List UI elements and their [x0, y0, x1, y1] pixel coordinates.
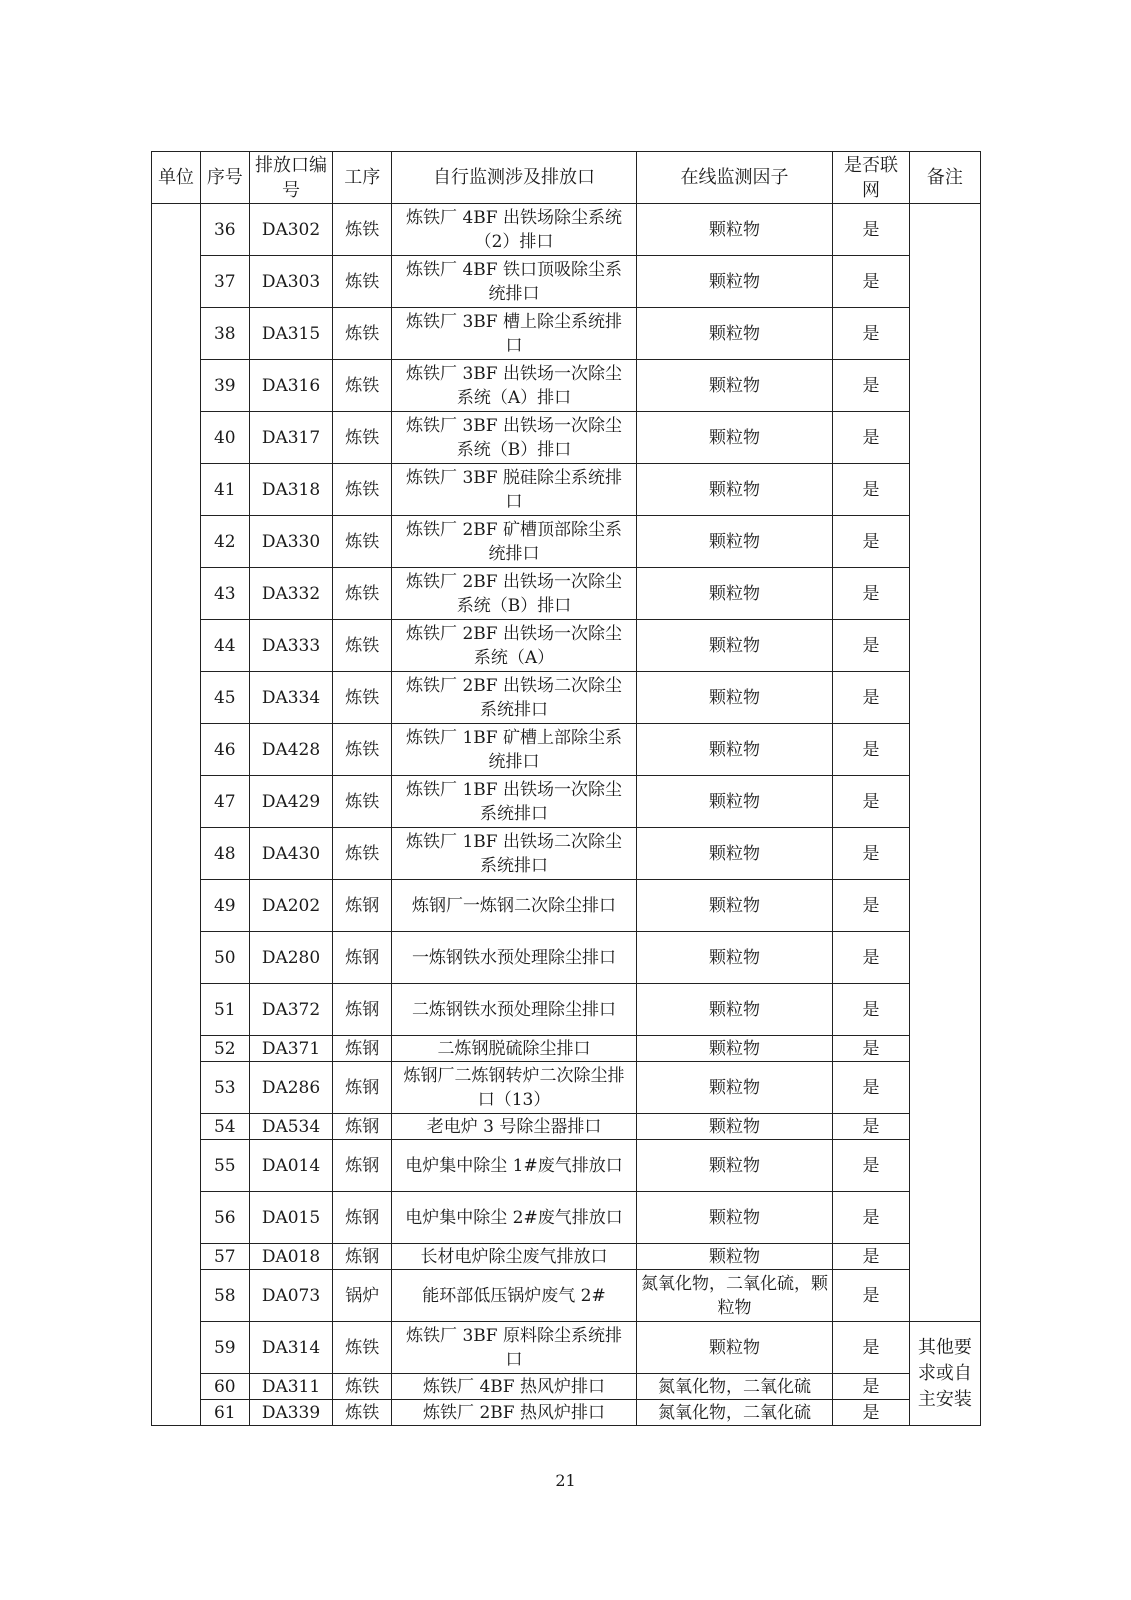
cell-networked: 是 [833, 1244, 909, 1270]
cell-factor: 颗粒物 [636, 776, 833, 828]
cell-seq: 55 [200, 1140, 249, 1192]
cell-outlet: 能环部低压锅炉废气 2# [392, 1270, 636, 1322]
cell-seq: 37 [200, 256, 249, 308]
header-seq: 序号 [200, 152, 249, 204]
cell-process: 炼钢 [333, 1192, 392, 1244]
table-row [152, 360, 981, 412]
cell-code: DA428 [249, 724, 333, 776]
table-row [152, 1192, 981, 1244]
cell-seq: 53 [200, 1062, 249, 1114]
cell-unit [152, 204, 201, 1426]
cell-code: DA302 [249, 204, 333, 256]
cell-outlet: 电炉集中除尘 2#废气排放口 [392, 1192, 636, 1244]
cell-networked: 是 [833, 776, 909, 828]
cell-process: 炼铁 [333, 620, 392, 672]
cell-networked: 是 [833, 1036, 909, 1062]
table-row [152, 828, 981, 880]
cell-seq: 39 [200, 360, 249, 412]
cell-seq: 47 [200, 776, 249, 828]
cell-networked: 是 [833, 464, 909, 516]
table-row [152, 672, 981, 724]
cell-outlet: 炼铁厂 1BF 出铁场二次除尘系统排口 [392, 828, 636, 880]
page-number: 21 [555, 1471, 576, 1490]
cell-networked: 是 [833, 828, 909, 880]
table-row [152, 620, 981, 672]
cell-code: DA318 [249, 464, 333, 516]
cell-factor: 颗粒物 [636, 412, 833, 464]
cell-code: DA317 [249, 412, 333, 464]
cell-outlet: 炼铁厂 4BF 热风炉排口 [392, 1374, 636, 1400]
cell-process: 炼铁 [333, 412, 392, 464]
table-row [152, 256, 981, 308]
cell-factor: 颗粒物 [636, 828, 833, 880]
cell-seq: 49 [200, 880, 249, 932]
cell-outlet: 炼钢厂二炼钢转炉二次除尘排口（13） [392, 1062, 636, 1114]
cell-seq: 52 [200, 1036, 249, 1062]
cell-process: 炼钢 [333, 932, 392, 984]
cell-seq: 41 [200, 464, 249, 516]
cell-code: DA333 [249, 620, 333, 672]
cell-outlet: 炼铁厂 4BF 铁口顶吸除尘系统排口 [392, 256, 636, 308]
header-networked: 是否联网 [833, 152, 909, 204]
cell-factor: 颗粒物 [636, 984, 833, 1036]
cell-networked: 是 [833, 1192, 909, 1244]
cell-networked: 是 [833, 880, 909, 932]
cell-factor: 颗粒物 [636, 256, 833, 308]
cell-factor: 颗粒物 [636, 1192, 833, 1244]
cell-outlet: 二炼钢铁水预处理除尘排口 [392, 984, 636, 1036]
cell-process: 炼铁 [333, 568, 392, 620]
cell-outlet: 炼钢厂一炼钢二次除尘排口 [392, 880, 636, 932]
cell-outlet: 炼铁厂 3BF 出铁场一次除尘系统（B）排口 [392, 412, 636, 464]
cell-process: 炼铁 [333, 1374, 392, 1400]
cell-process: 炼钢 [333, 1244, 392, 1270]
cell-code: DA303 [249, 256, 333, 308]
cell-outlet: 炼铁厂 4BF 出铁场除尘系统（2）排口 [392, 204, 636, 256]
cell-code: DA311 [249, 1374, 333, 1400]
cell-process: 炼铁 [333, 204, 392, 256]
cell-seq: 54 [200, 1114, 249, 1140]
cell-networked: 是 [833, 308, 909, 360]
header-remark: 备注 [909, 152, 980, 204]
cell-factor: 颗粒物 [636, 360, 833, 412]
cell-outlet: 炼铁厂 2BF 热风炉排口 [392, 1400, 636, 1426]
cell-seq: 36 [200, 204, 249, 256]
cell-code: DA202 [249, 880, 333, 932]
table-row [152, 880, 981, 932]
cell-process: 炼钢 [333, 1036, 392, 1062]
cell-factor: 颗粒物 [636, 1114, 833, 1140]
cell-process: 炼铁 [333, 828, 392, 880]
table-header-row [152, 152, 981, 204]
cell-seq: 43 [200, 568, 249, 620]
cell-networked: 是 [833, 984, 909, 1036]
header-unit: 单位 [152, 152, 201, 204]
cell-code: DA339 [249, 1400, 333, 1426]
cell-process: 炼铁 [333, 724, 392, 776]
cell-process: 锅炉 [333, 1270, 392, 1322]
table-row [152, 1270, 981, 1322]
cell-factor: 颗粒物 [636, 308, 833, 360]
cell-code: DA330 [249, 516, 333, 568]
cell-networked: 是 [833, 932, 909, 984]
cell-networked: 是 [833, 568, 909, 620]
cell-seq: 46 [200, 724, 249, 776]
cell-outlet: 炼铁厂 1BF 出铁场一次除尘系统排口 [392, 776, 636, 828]
cell-factor: 颗粒物 [636, 880, 833, 932]
table-row [152, 1322, 981, 1374]
table-row [152, 1374, 981, 1400]
table-row [152, 1140, 981, 1192]
cell-networked: 是 [833, 1114, 909, 1140]
cell-networked: 是 [833, 1270, 909, 1322]
cell-seq: 59 [200, 1322, 249, 1374]
cell-networked: 是 [833, 412, 909, 464]
cell-seq: 40 [200, 412, 249, 464]
table-row [152, 1114, 981, 1140]
cell-process: 炼钢 [333, 1140, 392, 1192]
cell-factor: 颗粒物 [636, 672, 833, 724]
cell-networked: 是 [833, 672, 909, 724]
cell-code: DA372 [249, 984, 333, 1036]
cell-process: 炼铁 [333, 360, 392, 412]
cell-networked: 是 [833, 1062, 909, 1114]
cell-factor: 颗粒物 [636, 1062, 833, 1114]
cell-seq: 51 [200, 984, 249, 1036]
cell-process: 炼钢 [333, 984, 392, 1036]
cell-code: DA315 [249, 308, 333, 360]
cell-outlet: 炼铁厂 2BF 出铁场二次除尘系统排口 [392, 672, 636, 724]
cell-outlet: 炼铁厂 3BF 脱硅除尘系统排口 [392, 464, 636, 516]
cell-remark-bottom: 其他要求或自主安装 [909, 1322, 980, 1426]
cell-networked: 是 [833, 256, 909, 308]
cell-code: DA429 [249, 776, 333, 828]
cell-outlet: 炼铁厂 3BF 出铁场一次除尘系统（A）排口 [392, 360, 636, 412]
cell-networked: 是 [833, 724, 909, 776]
cell-factor: 颗粒物 [636, 1244, 833, 1270]
cell-outlet: 长材电炉除尘废气排放口 [392, 1244, 636, 1270]
cell-code: DA073 [249, 1270, 333, 1322]
cell-outlet: 炼铁厂 3BF 槽上除尘系统排口 [392, 308, 636, 360]
cell-seq: 58 [200, 1270, 249, 1322]
table-row [152, 1400, 981, 1426]
table-row [152, 1062, 981, 1114]
cell-seq: 50 [200, 932, 249, 984]
cell-factor: 颗粒物 [636, 568, 833, 620]
cell-outlet: 二炼钢脱硫除尘排口 [392, 1036, 636, 1062]
header-code: 排放口编号 [249, 152, 333, 204]
cell-networked: 是 [833, 1140, 909, 1192]
cell-outlet: 老电炉 3 号除尘器排口 [392, 1114, 636, 1140]
cell-code: DA015 [249, 1192, 333, 1244]
cell-code: DA018 [249, 1244, 333, 1270]
cell-process: 炼钢 [333, 880, 392, 932]
cell-seq: 45 [200, 672, 249, 724]
cell-code: DA534 [249, 1114, 333, 1140]
cell-factor: 颗粒物 [636, 932, 833, 984]
cell-networked: 是 [833, 360, 909, 412]
header-factor: 在线监测因子 [636, 152, 833, 204]
cell-process: 炼铁 [333, 464, 392, 516]
table-row [152, 932, 981, 984]
cell-factor: 颗粒物 [636, 620, 833, 672]
table-row [152, 308, 981, 360]
table-row [152, 1036, 981, 1062]
cell-factor: 颗粒物 [636, 204, 833, 256]
cell-networked: 是 [833, 1322, 909, 1374]
monitoring-table [151, 151, 981, 1426]
table-row [152, 464, 981, 516]
table-row [152, 516, 981, 568]
cell-process: 炼铁 [333, 776, 392, 828]
cell-code: DA014 [249, 1140, 333, 1192]
cell-code: DA280 [249, 932, 333, 984]
cell-seq: 42 [200, 516, 249, 568]
table-body [152, 204, 981, 1426]
cell-outlet: 炼铁厂 2BF 出铁场一次除尘系统（B）排口 [392, 568, 636, 620]
cell-outlet: 炼铁厂 2BF 矿槽顶部除尘系统排口 [392, 516, 636, 568]
cell-networked: 是 [833, 516, 909, 568]
cell-seq: 56 [200, 1192, 249, 1244]
cell-factor: 颗粒物 [636, 464, 833, 516]
header-process: 工序 [333, 152, 392, 204]
header-outlet: 自行监测涉及排放口 [392, 152, 636, 204]
cell-code: DA371 [249, 1036, 333, 1062]
cell-seq: 38 [200, 308, 249, 360]
cell-factor: 颗粒物 [636, 1140, 833, 1192]
table-row [152, 412, 981, 464]
cell-code: DA316 [249, 360, 333, 412]
cell-process: 炼铁 [333, 308, 392, 360]
cell-code: DA314 [249, 1322, 333, 1374]
cell-networked: 是 [833, 1400, 909, 1426]
cell-code: DA430 [249, 828, 333, 880]
cell-outlet: 炼铁厂 1BF 矿槽上部除尘系统排口 [392, 724, 636, 776]
cell-process: 炼铁 [333, 1400, 392, 1426]
table-row [152, 984, 981, 1036]
cell-process: 炼铁 [333, 516, 392, 568]
table-row [152, 568, 981, 620]
cell-code: DA286 [249, 1062, 333, 1114]
cell-process: 炼钢 [333, 1114, 392, 1140]
cell-factor: 氮氧化物，二氧化硫 [636, 1374, 833, 1400]
cell-seq: 61 [200, 1400, 249, 1426]
cell-seq: 48 [200, 828, 249, 880]
cell-networked: 是 [833, 620, 909, 672]
cell-remark-top [909, 204, 980, 1322]
cell-factor: 颗粒物 [636, 516, 833, 568]
cell-outlet: 一炼钢铁水预处理除尘排口 [392, 932, 636, 984]
cell-outlet: 电炉集中除尘 1#废气排放口 [392, 1140, 636, 1192]
cell-code: DA334 [249, 672, 333, 724]
cell-code: DA332 [249, 568, 333, 620]
cell-factor: 氮氧化物，二氧化硫 [636, 1400, 833, 1426]
table-row [152, 724, 981, 776]
cell-factor: 颗粒物 [636, 1322, 833, 1374]
cell-seq: 57 [200, 1244, 249, 1270]
cell-factor: 颗粒物 [636, 724, 833, 776]
cell-process: 炼钢 [333, 1062, 392, 1114]
table-row [152, 776, 981, 828]
cell-process: 炼铁 [333, 672, 392, 724]
cell-process: 炼铁 [333, 1322, 392, 1374]
cell-outlet: 炼铁厂 2BF 出铁场一次除尘系统（A） [392, 620, 636, 672]
cell-process: 炼铁 [333, 256, 392, 308]
cell-seq: 60 [200, 1374, 249, 1400]
cell-factor: 颗粒物 [636, 1036, 833, 1062]
table-row [152, 1244, 981, 1270]
cell-factor: 氮氧化物，二氧化硫，颗粒物 [636, 1270, 833, 1322]
cell-networked: 是 [833, 204, 909, 256]
table-row [152, 204, 981, 256]
cell-seq: 44 [200, 620, 249, 672]
cell-outlet: 炼铁厂 3BF 原料除尘系统排口 [392, 1322, 636, 1374]
cell-networked: 是 [833, 1374, 909, 1400]
